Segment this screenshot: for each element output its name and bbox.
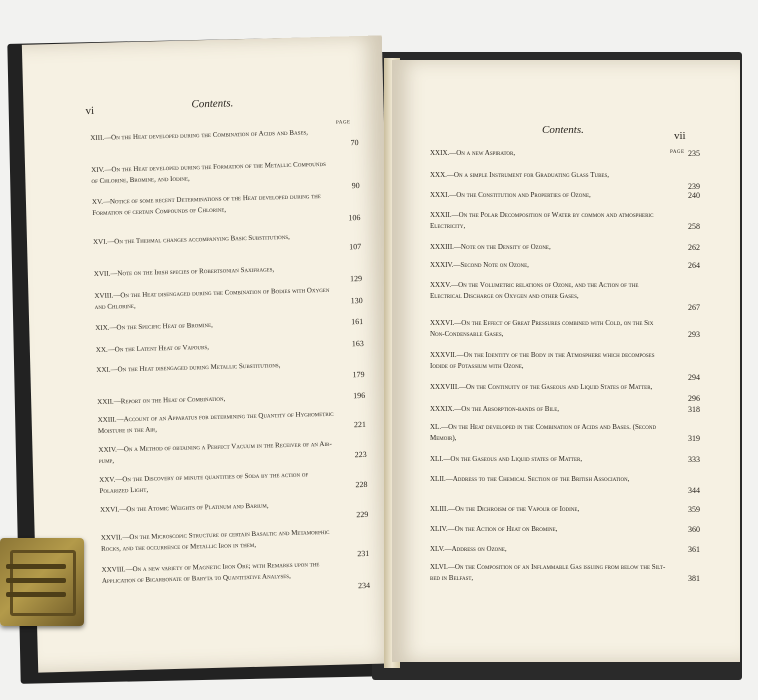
toc-entry-page: 179 <box>352 369 365 380</box>
toc-entry-page: 293 <box>688 330 700 339</box>
toc-entry <box>430 170 700 191</box>
toc-entry <box>430 504 700 515</box>
toc-entry <box>97 390 366 408</box>
toc-entry-page: 221 <box>353 419 367 430</box>
toc-entry-page: 239 <box>688 182 700 191</box>
toc-entry-page: 70 <box>350 138 359 148</box>
toc-entry-page: 296 <box>688 394 700 403</box>
toc-entry-title: XXXII.—On the Polar Decomposition of Water by common and atmospheric Electricity, <box>430 211 654 230</box>
toc-entry-page: 240 <box>688 191 700 200</box>
toc-entry <box>91 159 360 191</box>
toc-entry-page: 223 <box>354 449 367 460</box>
toc-entry <box>101 559 371 591</box>
left-page-header: Contents. <box>191 97 234 111</box>
toc-entry-page: 319 <box>688 434 700 443</box>
toc-entry-page: 229 <box>356 509 369 520</box>
toc-entry <box>430 280 700 312</box>
toc-entry-title: XXII.—Report on the Heat of Combination, <box>97 394 226 406</box>
toc-entry-title: XXIX.—On a new Aspirator, <box>430 149 516 157</box>
toc-entry-page: 163 <box>351 338 364 349</box>
toc-entry-page: 129 <box>349 273 363 284</box>
toc-entry <box>430 242 700 253</box>
toc-entry <box>95 338 364 356</box>
toc-entry-title: XXIV.—On a Method of obtaining a Perfect Vacuum in the Receiver of an Air-pump, <box>98 439 332 465</box>
toc-entry-page: 90 <box>351 181 360 191</box>
toc-entry-page: 360 <box>688 525 700 534</box>
toc-entry-page: 231 <box>357 548 370 559</box>
toc-entry <box>91 191 361 223</box>
toc-entry-title: XXIII.—Account of an Apparatus for determining the Quantity of Hygrometric Moisture in the Air, <box>97 409 334 435</box>
toc-entry-page: 107 <box>349 242 362 252</box>
toc-entry <box>93 263 363 284</box>
toc-entry <box>430 404 700 415</box>
toc-entry <box>98 439 367 467</box>
toc-entry-title: XL.—On the Heat developed in the Combination of Acids and Bases. (Second Memoir), <box>430 423 657 442</box>
toc-entry-page: 262 <box>688 243 700 252</box>
toc-entry-page: 294 <box>688 373 700 382</box>
toc-entry-page: 361 <box>688 545 700 554</box>
toc-entry-title: XVII.—Note on the Irish species of Robertsonian Saxifrages, <box>93 265 275 279</box>
left-page-column-label: PAGE <box>335 120 351 126</box>
toc-entry <box>99 499 369 520</box>
toc-entry <box>99 469 368 497</box>
toc-entry-title: XV.—Notice of some recent Determinations of the Heat developed during the Formation of certain Compounds of Chlorine, <box>91 192 321 218</box>
toc-entry <box>430 562 700 584</box>
toc-entry-page: 318 <box>688 405 700 414</box>
toc-entry-title: XXXVI.—On the Effect of Great Pressures combined with Cold, on the Six Non-Condensable Gases, <box>430 319 654 338</box>
toc-entry-title: XXI.—On the Heat disengaged during Metallic Substitutions, <box>96 361 281 374</box>
toc-entry <box>97 409 367 437</box>
toc-entry <box>430 524 700 535</box>
toc-entry-title: XLII.—Address to the Chemical Section of the British Association, <box>430 475 630 483</box>
toc-entry-title: XVI.—On the Thermal changes accompanying Basic Substitutions, <box>92 232 290 247</box>
toc-entry-title: XIX.—On the Specific Heat of Bromine, <box>95 320 213 332</box>
toc-entry-title: XXV.—On the Discovery of minute quantities of Soda by the action of Polarized Light, <box>99 470 309 495</box>
toc-entry-page: 344 <box>688 486 700 495</box>
toc-entry <box>430 350 700 382</box>
right-page-column-label: PAGE <box>670 150 685 155</box>
toc-entry-title: XXXIII.—Note on the Density of Ozone, <box>430 243 551 251</box>
toc-entry-title: XVIII.—On the Heat disengaged during the Combination of Bodies with Oxygen and Chlorine, <box>94 285 330 311</box>
toc-entry-page: 106 <box>348 213 361 223</box>
toc-entry <box>430 260 700 271</box>
right-page-number: vii <box>674 130 686 142</box>
toc-entry-page: 264 <box>688 261 700 270</box>
toc-entry <box>430 210 700 232</box>
toc-entry-title: XXXIX.—On the Absorption-bands of Bile, <box>430 405 560 413</box>
toc-entry-title: XLIII.—On the Dichroism of the Vapour of Iodine, <box>430 505 580 513</box>
toc-entry-page: 234 <box>357 580 371 591</box>
toc-entry <box>95 316 364 334</box>
toc-entry-title: XXXVIII.—On the Continuity of the Gaseous and Liquid States of Matter, <box>430 383 653 391</box>
toc-entry-page: 267 <box>688 303 700 312</box>
brass-clasp <box>0 538 84 626</box>
toc-entry-page: 130 <box>350 295 363 306</box>
toc-entry-title: XXXVII.—On the Identity of the Body in the Atmosphere which decomposes Iodide of Potassium with Ozone, <box>430 351 655 370</box>
toc-entry-title: XIII.—On the Heat developed during the Combination of Acids and Bases, <box>90 128 309 143</box>
toc-entry-title: XLI.—On the Gaseous and Liquid states of Matter, <box>430 455 583 463</box>
toc-entry <box>430 318 700 340</box>
toc-entry <box>430 474 700 495</box>
toc-entry-page: 381 <box>688 574 700 583</box>
toc-entry-title: XIV.—On the Heat developed during the Formation of the Metallic Compounds of Chlorine, Bromine, and Iodine, <box>91 159 326 186</box>
toc-entry-page: 196 <box>353 390 366 401</box>
toc-entry-page: 228 <box>355 479 368 490</box>
toc-entry <box>430 190 700 201</box>
toc-entry <box>430 382 700 403</box>
toc-entry <box>94 285 363 313</box>
right-page <box>392 60 740 662</box>
toc-entry <box>90 127 359 148</box>
toc-entry-title: XX.—On the Latent Heat of Vapours, <box>95 343 210 354</box>
left-page-number: vi <box>85 104 95 118</box>
toc-entry-page: 235 <box>688 149 700 158</box>
toc-entry-title: XLIV.—On the Action of Heat on Bromine, <box>430 525 558 533</box>
toc-entry <box>100 527 370 559</box>
toc-entry-title: XLV.—Address on Ozone, <box>430 545 507 553</box>
toc-entry-page: 359 <box>688 505 700 514</box>
toc-entry-title: XXVII.—On the Microscopic Structure of certain Basaltic and Metamorphic Rocks, and the occurrence of Metallic Iron in them, <box>100 527 330 553</box>
right-page-header: Contents. <box>542 124 584 136</box>
toc-entry-page: 333 <box>688 455 700 464</box>
toc-entry <box>430 544 700 555</box>
toc-entry <box>430 454 700 465</box>
toc-entry-title: XXX.—On a simple Instrument for Graduating Glass Tubes, <box>430 171 610 179</box>
toc-entry-title: XXVIII.—On a new variety of Magnetic Iron Ore; with Remarks upon the Application of Bicarbonate of Baryta to Quantitative Analyses, <box>101 560 320 585</box>
toc-entry <box>430 422 700 444</box>
toc-entry-title: XXVI.—On the Atomic Weights of Platinum and Barium, <box>99 501 269 514</box>
toc-entry-page: 258 <box>688 222 700 231</box>
toc-entry <box>96 359 365 380</box>
toc-entry-title: XXXIV.—Second Note on Ozone, <box>430 261 529 269</box>
toc-entry-title: XXXI.—On the Constitution and Properties of Ozone, <box>430 191 591 199</box>
toc-entry <box>92 231 362 252</box>
toc-entry-title: XLVI.—On the Composition of an Inflammable Gas issuing from below the Silt-bed in Belfast, <box>430 563 666 582</box>
toc-entry-title: XXXV.—On the Volumetric relations of Ozone, and the Action of the Electrical Discharge on Oxygen and other Gases, <box>430 281 639 300</box>
toc-entry-page: 161 <box>351 316 364 327</box>
